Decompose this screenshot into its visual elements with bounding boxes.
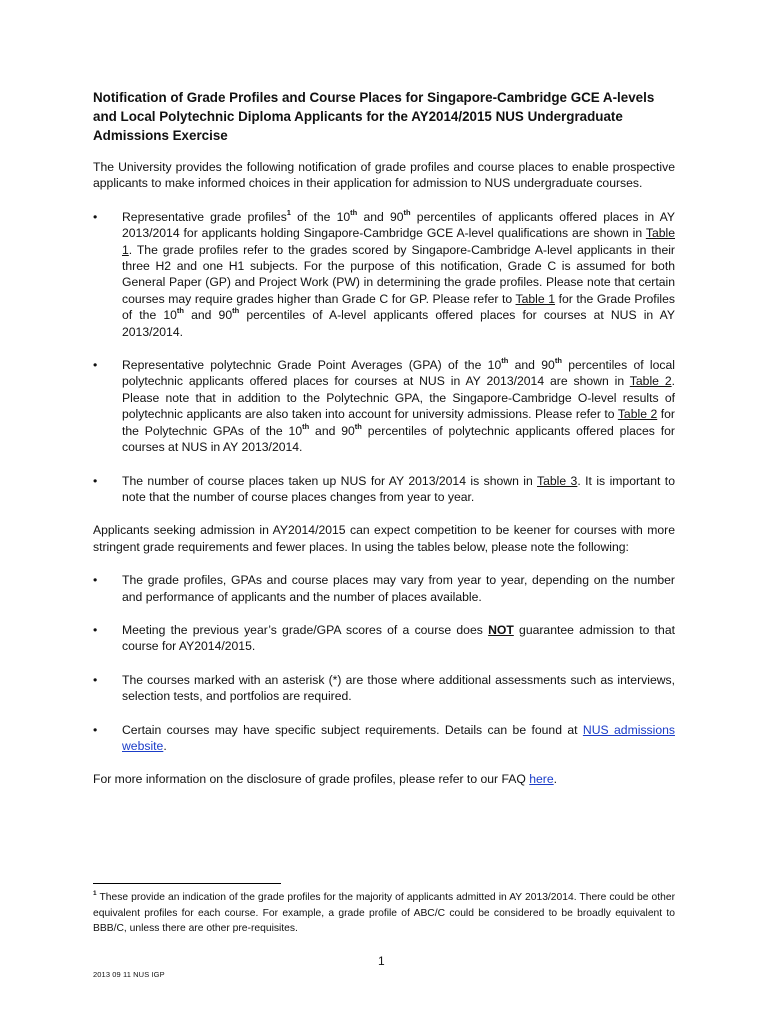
footnote: $^1$ These provide an indication of the grade profiles for the majority of applicants admitted in AY 2013/2014. There could be other equivalent profiles for each course. For example, a grade profile of ABC/C could be considered to be broadly equivalent to BBB/C, unless there are other pre-requisites. [93, 889, 675, 934]
table-2-link[interactable]: Table 2 [629, 374, 672, 389]
list-item: • The grade profiles, GPAs and course places may vary from year to year, depending on the number and performance of applicants and the number of places available. [93, 573, 675, 604]
notes-list-1 [93, 209, 675, 506]
bullet-icon: • [93, 722, 98, 737]
page-number: 1 [378, 954, 385, 968]
footnote-number: 1 [93, 889, 97, 897]
competition-paragraph: Applicants seeking admission in AY2014/2015 can expect competition to be keener for courses with more stringent grade requirements and fewer places. In using the tables below, please note the following: [93, 523, 675, 554]
bullet-icon: • [93, 358, 98, 373]
list-item: • Representative polytechnic Grade Point Averages (GPA) of the 10th and 90th percentiles of local polytechnic applicants offered places for courses at NUS in AY 2013/2014 are shown in Table 2. Please note that in addition to the Polytechnic GPA, the Singapore-Cambridge O-level results of polytechnic applicants are also taken into account for university admissions. Please refer to Table 2 for the Polytechnic GPAs of the 10th and 90th percentiles of polytechnic applicants offered places for courses at NUS in AY 2013/2014. [93, 356, 675, 455]
bullet-icon: • [93, 473, 98, 488]
notes-list-2 [93, 572, 675, 754]
document-id: 2013 09 11 NUS IGP [93, 970, 165, 979]
bullet-icon: • [93, 672, 98, 687]
list-item: • The courses marked with an asterisk (*) are those where additional assessments such as interviews, selection tests, and portfolios are required. [93, 672, 675, 704]
not-emphasis: NOT [488, 622, 514, 637]
bullet-icon: • [93, 622, 98, 637]
table-1-link[interactable]: Table 1 [122, 226, 675, 257]
list-item: • Certain courses may have specific subject requirements. Details can be found at NUS admissions website. [93, 722, 675, 753]
list-item: • Representative grade profiles$^1$ of the 10th and 90th percentiles of applicants offered places in AY 2013/2014 for applicants holding Singapore-Cambridge GCE A-level qualifications are shown in Table 1. The grade profiles refer to the grades scored by Singapore-Cambridge A-level applicants in their three H2 and one H1 subjects. For the purpose of this notification, Grade C is assumed for both General Paper (GP) and Project Work (PW) in determining the grade profiles. Please note that certain courses may require grades higher than Grade C for GP. Please refer to Table 1 for the Grade Profiles of the 10th and 90th percentiles of A-level applicants offered places for courses at NUS in AY 2013/2014. [93, 207, 676, 339]
footnote-divider [93, 883, 281, 884]
footnote-ref[interactable]: 1 [286, 207, 291, 217]
nus-admissions-website-link[interactable]: NUS admissions website [122, 722, 675, 753]
document-title: Notification of Grade Profiles and Course Places for Singapore-Cambridge GCE A-levels and Local Polytechnic Diploma Applicants for the AY2014/2015 NUS Undergraduate Admissions Exercise [93, 90, 655, 143]
faq-here-link[interactable]: here [529, 772, 554, 787]
intro-paragraph: The University provides the following notification of grade profiles and course places to enable prospective applicants to make informed choices in their application for admission to NUS undergraduate courses. [93, 160, 675, 191]
table-2-link[interactable]: Table 2 [617, 407, 658, 422]
more-info-paragraph: For more information on the disclosure of grade profiles, please refer to our FAQ here. [93, 772, 558, 787]
table-3-link[interactable]: Table 3 [536, 473, 578, 488]
bullet-icon: • [93, 573, 98, 588]
document-page [93, 88, 675, 788]
table-1-link[interactable]: Table 1 [515, 291, 556, 306]
bullet-icon: • [93, 209, 98, 224]
list-item: • The number of course places taken up NUS for AY 2013/2014 is shown in Table 3. It is important to note that the number of course places changes from year to year. [93, 473, 675, 504]
list-item: • Meeting the previous year’s grade/GPA scores of a course does NOT guarantee admission to that course for AY2014/2015. [93, 622, 675, 654]
